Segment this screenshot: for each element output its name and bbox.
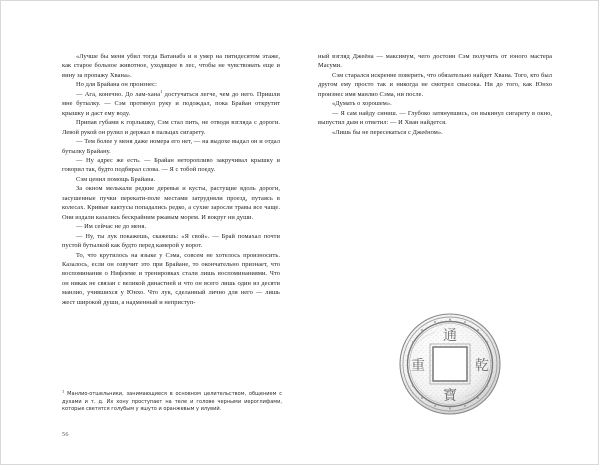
paragraph: — Я сам найду синиш. — Глубоко затянувшись, он выкинул сигарету в окно, выпустил дым и ответил: — И Хван найдется. — [318, 109, 552, 127]
chapter-ornament — [382, 296, 518, 432]
paragraph: — Им сейчас не до меня. — [76, 223, 147, 231]
left-page-body — [62, 52, 280, 307]
footnote-block — [62, 388, 282, 414]
paragraph: «Думать о хорошем». — [332, 100, 392, 108]
page-number: 56 — [62, 431, 69, 438]
paragraph: — Ну, ты лук покажешь, скажешь: «Я свой». — Брай помахал почти пустой бутылкой как будто перед камерой у ворот. — [62, 232, 280, 250]
coin-glyph-right: 乾 — [475, 358, 489, 374]
footnote-entry — [62, 391, 282, 414]
paragraph: Но для Брайана он произнес: — [76, 81, 157, 89]
footnote-reference-marker[interactable]: 1 — [160, 88, 163, 94]
paragraph: — Тем более у меня даже номера его нет, — на выдохе выдал он и отдал бутылку Брайану. — [62, 138, 280, 155]
right-page — [300, 0, 600, 466]
footnote-number: 1 — [62, 389, 65, 394]
coin-glyph-top: 通 — [443, 328, 457, 344]
paragraph-text-after-ref: достучаться легче, чем до него. Пришли мне бутылку. — Сэм протянул руку и подождал, пока Брайан открутит крышку и даст ему воду. — [62, 90, 281, 117]
paragraph: За окном мелькали редкие деревья и кусты, растущие вдоль дороги, засушенные пучки перекати-поле местами затрудняли проезд, путаясь в колесах. Кривые кактусы попадались редко, а сухие заросли травы все чаще. Они издали казались бескрайним ржавым морем. И вокруг ни души. — [62, 185, 280, 221]
paragraph: То, что крутилось на языке у Сэма, совсем не хотелось произносить. Казалось, если он озвучит это при Брайане, то окончательно признает, что воспоминания о Нифлеме и тренировках стали лишь воспоминаниями. Что он никак не связан с великой династией и что он всего лишь один из десяти манлио, учившихся у Юнхо. Что лук, сделанный лично для него — лишь жест широкой души, а надменный и неприступ- — [62, 251, 280, 306]
paragraph: Припав губами к горлышку, Сэм стал пить, не отводя взгляда с дороги. Левой рукой он рулил и держал в пальцах сигарету. — [62, 119, 280, 136]
right-page-body — [318, 52, 552, 137]
paragraph: «Лучше бы меня убил тогда Ватанабэ и я умер на пятидесятом этаже, как старое больное животное, уходящее в лес, чтобы не чувствовать еще и вину за пропажу Хвана». — [62, 53, 280, 79]
coin-glyph-left: 重 — [411, 358, 425, 374]
paragraph: Сэм ценил помощь Брайана. — [76, 175, 156, 183]
footnote-body-text: Манлио-отшельники, занимающиеся в основном целительством, общением с духами и т. д. Их хону проступает на теле и голове черными иероглифами, которые светятся голубым у яшуто и оранжевым у илувий. — [62, 391, 283, 413]
asian-coin-ornament-icon — [385, 299, 515, 429]
paragraph-continuation: ный взгляд Джеёна — максимум, чего достоин Сэм получить от юного мастера Масуми. — [318, 53, 552, 70]
paragraph-with-footnote-ref — [62, 90, 280, 118]
paragraph: Сэм старался искренне поверить, что обязательно найдет Хвана. Того, кто был другом ему просто так и никогда не смотрел свысока. Ни до того, как Юнхо произнес имя манлио Сэма, ни после. — [318, 71, 552, 98]
coin-glyph-bottom: 寶 — [443, 388, 457, 404]
paragraph: «Лишь бы не пересекаться с Джеёном». — [332, 128, 443, 136]
paragraph-text-before-ref: — Ага, конечно. До лам-хана — [76, 90, 161, 98]
paragraph: — Ну адрес же есть. — Брайан неторопливо закручивал крышку и говорил так, будто подбирал слова. — Я с тобой поеду. — [62, 156, 280, 174]
